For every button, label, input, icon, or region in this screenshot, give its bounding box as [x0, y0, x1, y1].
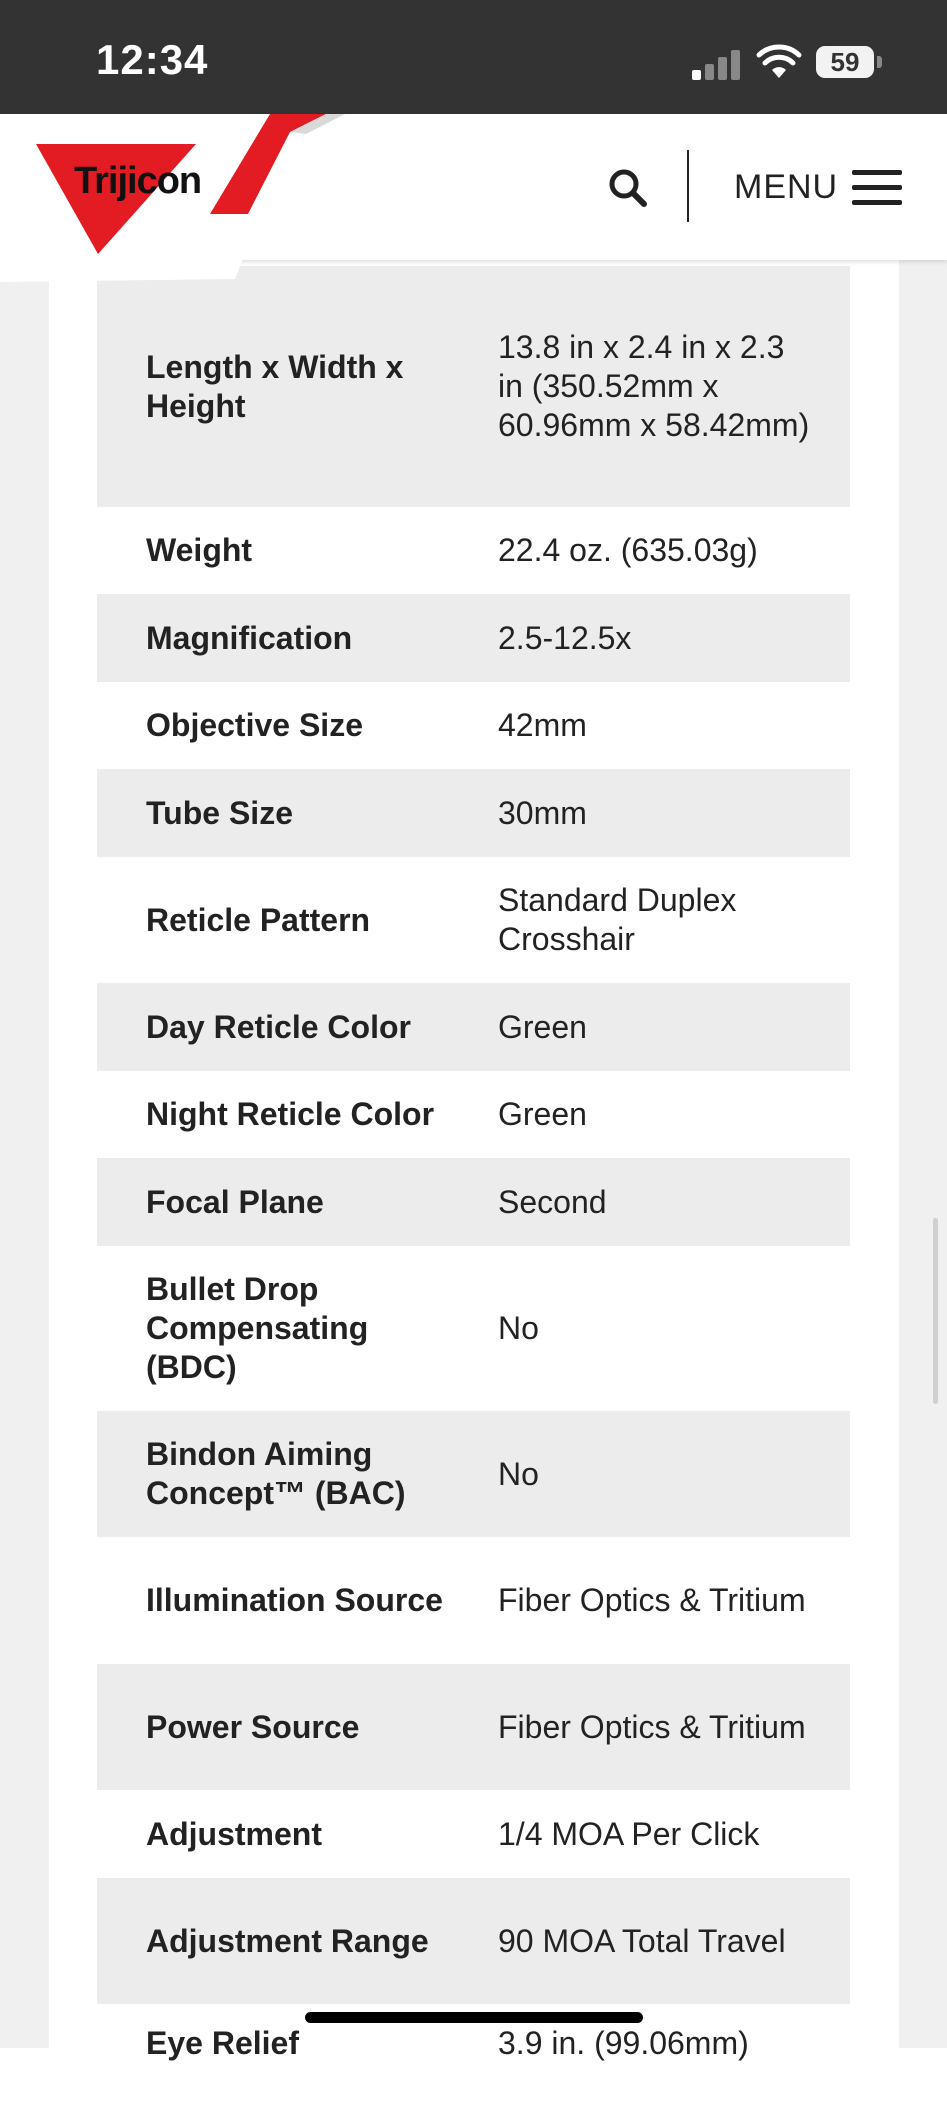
header-divider: [687, 150, 689, 222]
home-indicator[interactable]: [305, 2012, 643, 2023]
logo-wordmark: Trijicon: [74, 160, 202, 202]
spec-label: Length x Width x Height: [146, 348, 404, 424]
spec-row: [97, 769, 850, 857]
spec-value: 1/4 MOA Per Click: [498, 1815, 760, 1852]
spec-row: [97, 1071, 850, 1158]
spec-value: Fiber Optics & Tritium: [498, 1582, 806, 1618]
spec-label: Focal Plane: [146, 1183, 324, 1220]
spec-row: [97, 1246, 850, 1411]
spec-label: Night Reticle Color: [146, 1096, 435, 1132]
spec-row: [97, 1537, 850, 1664]
spec-label: Tube Size: [146, 794, 293, 831]
spec-value: No: [498, 1310, 539, 1346]
spec-row: [97, 1790, 850, 1878]
spec-label: Bullet Drop Compensating (BDC): [146, 1271, 369, 1385]
spec-value: Green: [498, 1008, 587, 1045]
spec-row: [97, 1878, 850, 2004]
spec-label: Adjustment Range: [146, 1922, 429, 1959]
spec-value: 30mm: [498, 794, 587, 831]
spec-label: Magnification: [146, 619, 353, 656]
spec-value: 3.9 in. (99.06mm): [498, 2025, 749, 2061]
spec-row: [97, 1664, 850, 1790]
menu-button[interactable]: MENU: [734, 168, 839, 206]
spec-value: No: [498, 1455, 539, 1492]
spec-value: 90 MOA Total Travel: [498, 1922, 786, 1959]
spec-value: 2.5-12.5x: [498, 619, 632, 656]
hamburger-menu-icon[interactable]: [852, 170, 902, 206]
spec-row: [97, 1158, 850, 1246]
spec-label: Weight: [146, 532, 253, 568]
spec-value: Standard Duplex Crosshair: [498, 882, 737, 957]
spec-row: [97, 266, 850, 507]
spec-label: Objective Size: [146, 707, 363, 743]
spec-row: [97, 1411, 850, 1537]
spec-row: [97, 507, 850, 594]
spec-label: Reticle Pattern: [146, 901, 371, 938]
spec-label: Bindon Aiming Concept™ (BAC): [146, 1436, 406, 1511]
spec-value: Fiber Optics & Tritium: [498, 1708, 806, 1745]
wifi-icon: [756, 44, 802, 80]
cellular-signal-icon: [692, 48, 742, 80]
specifications-table: [97, 266, 850, 2104]
spec-label: Illumination Source: [146, 1582, 443, 1618]
spec-row: [97, 983, 850, 1071]
status-time: 12:34: [96, 36, 209, 83]
scrollbar-thumb[interactable]: [933, 1218, 938, 1404]
spec-row: [97, 682, 850, 769]
spec-row: [97, 857, 850, 983]
spec-label: Day Reticle Color: [146, 1008, 411, 1045]
battery-cap: [877, 56, 882, 68]
spec-label: Power Source: [146, 1708, 360, 1745]
spec-label: Adjustment: [146, 1815, 322, 1852]
spec-row: [97, 594, 850, 682]
status-bar: [0, 0, 947, 114]
spec-value: 13.8 in x 2.4 in x 2.3 in (350.52mm x 60.96mm x 58.42mm): [498, 329, 810, 443]
spec-value: 22.4 oz. (635.03g): [498, 532, 758, 568]
spec-value: Second: [498, 1183, 607, 1220]
spec-value: Green: [498, 1096, 587, 1132]
battery-icon: 59: [816, 46, 874, 78]
spec-label: Eye Relief: [146, 2025, 299, 2061]
site-header: [0, 114, 947, 260]
search-icon[interactable]: [600, 160, 656, 216]
spec-value: 42mm: [498, 707, 587, 743]
